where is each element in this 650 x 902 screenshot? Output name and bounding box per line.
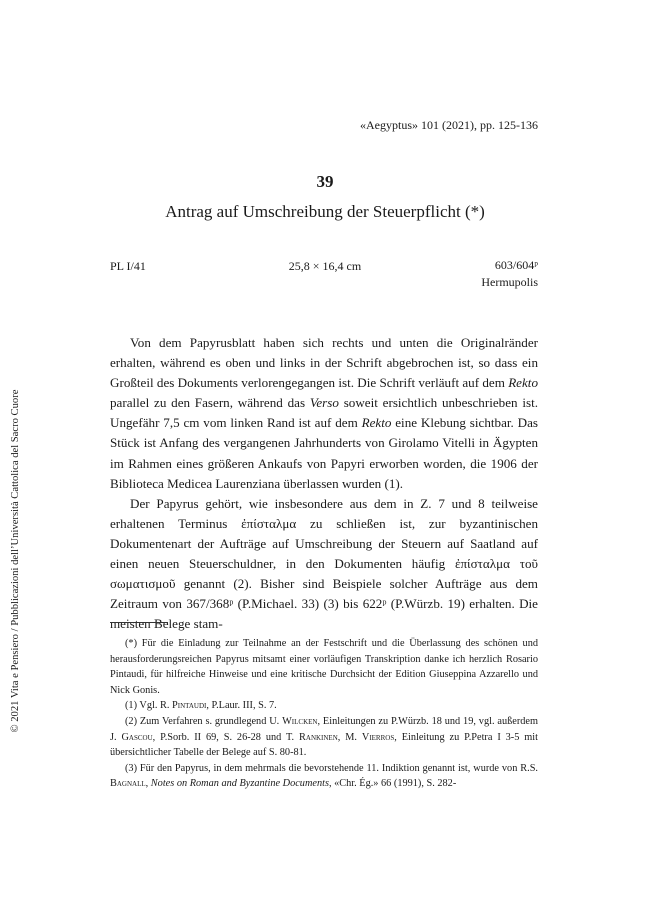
copyright-text: © 2021 Vita e Pensiero / Pubblicazioni dell’Università Cattolica del Sacro Cuore <box>10 389 21 733</box>
text-run: Von dem Papyrusblatt haben sich rechts und unten die Originalränder erhalten, während es oben und links in der Schrift abgebrochen ist, so dass ein Großteil des Dokuments verlorengegangen ist. Die Schrift verläuft auf dem <box>110 335 538 391</box>
paragraph-1 <box>110 333 538 494</box>
author-name: Wilcken <box>282 715 318 727</box>
papyrus-date: 603/604ᵖ <box>494 258 538 272</box>
inventory-number: PL I/41 <box>110 259 146 273</box>
text-run: (1) Vgl. R. <box>125 700 173 712</box>
journal-citation: «Aegyptus» 101 (2021), pp. 125-136 <box>360 118 538 132</box>
footnotes <box>110 636 538 792</box>
date-place-block <box>481 257 538 291</box>
text-run: eine Klebung sichtbar. Das Stück ist Anfang des vergangenen Jahrhunderts von Girolamo Vitelli in Ägypten im Rahmen eines größeren Ankaufs von Papyri erworben worden, die 1906 der Biblioteca Medicea Laurenziana überlassen wurden (1). <box>110 415 539 491</box>
paragraph-2: Der Papyrus gehört, wie insbesondere aus dem in Z. 7 und 8 teilweise erhaltenen Terminus ἐπίσταλμα zu schließen ist, zur byzantinischen Dokumentenart der Aufträge auf Umschreibung der Steuern auf Saatland auf einen neuen Steuerschuldner, in den Dokumenten häufig ἐπίσταλμα τοῦ σωματισμοῦ genannt (2). Bisher sind Beispiele solcher Aufträge aus dem Zeitraum von 367/368ᵖ (P.Michael. 33) (3) bis 622ᵖ (P.Würzb. 19) erhalten. Die meisten Belege stam- <box>110 495 538 632</box>
text-run: parallel zu den Fasern, während das <box>110 395 310 411</box>
italic-term: Rekto <box>508 375 538 391</box>
italic-title: Notes on Roman and Byzantine Documents <box>150 778 329 790</box>
article-number: 39 <box>316 172 334 191</box>
text-run: , M. <box>337 731 362 743</box>
text-run: soweit ersichtlich unbeschrieben ist. Ungefähr 7,5 cm vom linken Rand ist auf dem <box>110 395 538 431</box>
author-name: Gascou <box>121 731 153 743</box>
italic-term: Rekto <box>361 415 392 431</box>
text-run: , Einleitungen zu P.Würzb. 18 und 19, vgl. außerdem J. <box>110 715 538 743</box>
papyrus-place: Hermupolis <box>481 275 538 289</box>
text-run: , P.Sorb. II 69, S. 26-28 und T. <box>152 731 300 743</box>
footnote-2 <box>110 714 538 761</box>
footnote-star: (*) Für die Einladung zur Teilnahme an der Festschrift und die Überlassung des schönen und herausforderungsreichen Papyrus mitsamt einer vorläufigen Transkription danke ich herzlich Rosario Pintaudi, für hilfreiche Hinweise und eine kritische Durchsicht der Edition Giuseppina Azzarello und Nick Gonis. <box>110 638 538 696</box>
italic-term: Verso <box>309 395 339 411</box>
text-run: , P.Laur. III, S. 7. <box>206 700 277 712</box>
papyrus-dimensions: 25,8 × 16,4 cm <box>288 259 362 273</box>
author-name: Pintaudi <box>172 700 207 712</box>
text-run: , Einleitung zu P.Petra I 3-5 mit übersichtlicher Tabelle der Belege auf S. 80-81. <box>110 731 539 759</box>
author-name: Bagnall <box>110 778 146 790</box>
main-text <box>110 333 538 634</box>
author-name: Vierros <box>361 731 395 743</box>
text-run: (3) Für den Papyrus, in dem mehrmals die bevorstehende 11. Indiktion genannt ist, wurde von R.S. <box>125 762 538 774</box>
article-title: Antrag auf Umschreibung der Steuerpflicht (*) <box>165 202 485 221</box>
footnote-1 <box>110 698 538 714</box>
footnote-3 <box>110 761 538 792</box>
text-run: (2) Zum Verfahren s. grundlegend U. <box>125 715 283 727</box>
footnote-separator <box>110 622 168 623</box>
text-run: , <box>145 778 151 790</box>
text-run: , «Chr. Ég.» 66 (1991), S. 282- <box>328 778 457 790</box>
author-name: Rankinen <box>299 731 338 743</box>
